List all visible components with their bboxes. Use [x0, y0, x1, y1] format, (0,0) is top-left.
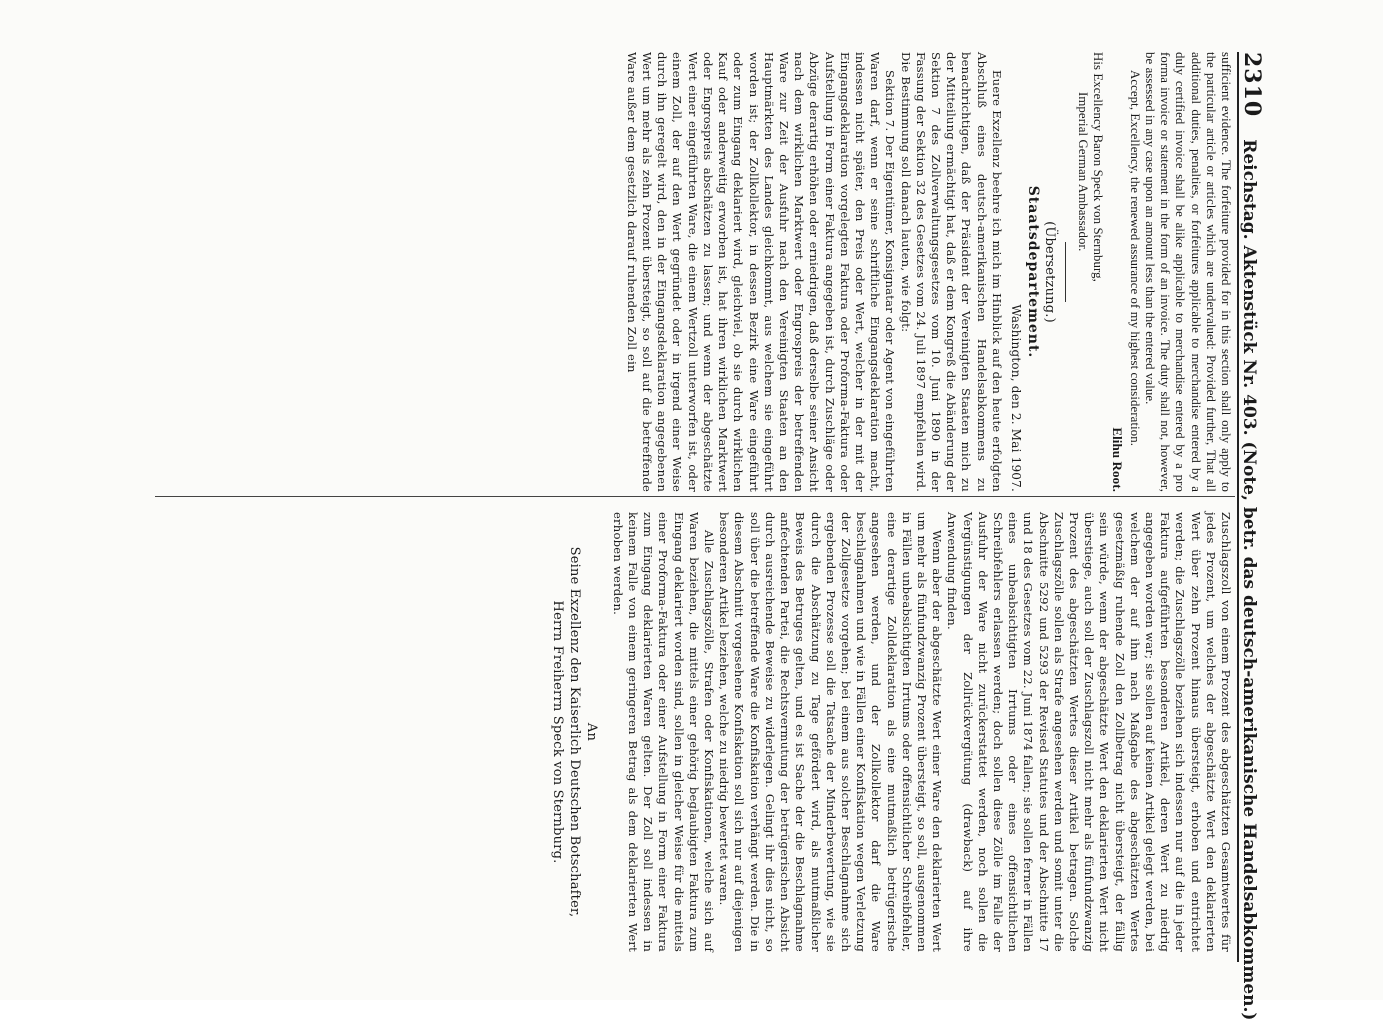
- german-paragraph: Euere Exzellenz beehre ich mich im Hinblick auf den heute erfolgten Abschluß eines deutsch-amerikanischen Handelsabkommens zu benachrichtigen, daß der Präsident der Vereinigten Staaten mich zu der Mitteilung ermächtigt hat, daß er dem Kongreß die Abänderung der Sektion 7 des Zollverwaltungsgesetzes vom 10. Juni 1890 in der Fassung der Sektion 32 des Gesetzes vom 24. Juli 1897 empfehlen wird. Die Bestimmung soll danach lauten, wie folgt:: [898, 52, 1004, 492]
- page-header: [1237, 52, 1275, 1020]
- english-paragraph: sufficient evidence. The forfeiture provided for in this section shall only apply to the particular article or articles which are undervalued: Provided further, That all additional duties, penalties, or forfeitures applicable to merchandise entered by a duly certified invoice shall be alike applicable to merchandise entered by a pro forma invoice or statement in the form of an invoice. The duty shall not, however, be assessed in any case upon an amount less than the entered value.: [1142, 52, 1233, 492]
- addressee-line-1: His Excellency Baron Speck von Sternburg,: [1091, 52, 1106, 282]
- signoff-line-3: Herrn Freiherrn Speck von Sternburg.: [549, 600, 565, 864]
- german-paragraph: Wenn aber der abgeschätzte Wert einer Ware den deklarierten Wert um mehr als fünfundzwanzig Prozent übersteigt, so soll, ausgenommen in Fällen unbeabsichtigten Irrtums oder offensichtlicher Schreibfehler, eine derartige Zolldeklaration als eine mutmaßlich betrügerische angesehen werden, und der Zollkollektor darf die Ware beschlagnahmen und wie in Fällen einer Konfiskation wegen Verletzung der Zollgesetze vorgehen; bei einem aus solcher Beschlagnahme sich ergebenden Prozesse soll die Tatsache der Minderbewertung, wie sie durch die Abschätzung zu Tage gefördert wird, als mutmaßlicher Beweis des Betruges gelten, und es ist Sache der die Beschlagnahme anfechtenden Partei, die Rechtsvermutung der betrügerischen Absicht durch ausreichende Beweise zu widerlegen. Gelingt ihr dies nicht, so soll über die betreffende Ware die Konfiskation verhängt werden. Die in diesem Abschnitt vorgesehene Konfiskation soll sich nur auf diejenigen besonderen Artikel beziehen, welche zu niedrig bewertet waren.: [717, 512, 945, 952]
- signoff: [549, 512, 600, 952]
- right-column: [549, 512, 1233, 952]
- running-title: Reichstag. Aktenstück Nr. 403. (Note, betr. das deutsch-amerikanische Handelsabkommen.): [1239, 139, 1259, 1020]
- column-divider: [155, 496, 1235, 497]
- german-paragraph: Sektion 7. Der Eigentümer, Konsignatar oder Agent von eingeführten Waren darf, wenn er seine schriftliche Eingangsdeklaration macht, indessen nicht später, den Preis oder Wert, welcher in der mit der Eingangsdeklaration vorgelegten Faktura oder Proforma-Faktura oder Aufstellung in Form einer Faktura angegeben ist, durch Zuschläge oder Abzüge derartig erhöhen oder erniedrigen, daß derselbe seiner Ansicht nach dem wirklichen Marktwert oder Engrospreis der betreffenden Ware zur Zeit der Ausfuhr nach den Vereinigten Staaten an den Hauptmärkten des Landes gleichkommt, aus welchem sie eingeführt worden ist; der Zollkollektor, in dessen Bezirk eine Ware eingeführt oder zum Eingang deklariert wird, gleichviel, ob sie durch wirklichen Kauf oder anderweitig erworben ist, hat ihren wirklichen Marktwert oder Engrospreis abschätzen zu lassen; und wenn der abgeschätzte Wert einer eingeführten Ware, die einem Wertzoll unterworfen ist, oder einem Zoll, der auf den Wert gegründet oder in irgend einer Weise durch ihn geregelt wird, den in der Eingangsdeklaration angegebenen Wert um mehr als zehn Prozent übersteigt, so soll auf die betreffende Ware außer dem gesetzlich darauf ruhenden Zoll ein: [624, 52, 898, 492]
- left-column: [624, 52, 1233, 492]
- closing-paragraph: Accept, Excellency, the renewed assurance of my highest consideration.: [1127, 70, 1142, 447]
- signoff-line-1: An: [583, 722, 599, 742]
- date-line: Washington, den 2. Mai 1907.: [1008, 304, 1023, 492]
- german-paragraph: Zuschlagszoll von einem Prozent des abgeschätzten Gesamtwertes für jedes Prozent, um welches der abgeschätzte Wert den deklarierten Wert über zehn Prozent hinaus übersteigt, erhoben und entrichtet werden; die Zuschlagszölle beziehen sich indessen nur auf die in jeder Faktura aufgeführten besonderen Artikel, deren Wert zu niedrig angegeben worden war; sie sollen auf keinen Artikel gelegt werden, bei welchem der auf ihm nach Maßgabe des abgeschätzten Wertes gesetzmäßig ruhende Zoll den Zollbetrag nicht übersteigt, der fällig sein würde, wenn der abgeschätzte Wert den deklarierten Wert nicht überstiege, auch soll der Zuschlagszoll nicht mehr als fünfundzwanzig Prozent des abgeschätzten Wertes dieser Artikel betragen. Solche Zuschlagszölle sollen als Strafe angesehen werden und somit unter die Abschnitte 5292 und 5293 der Revised Statutes und der Abschnitte 17 und 18 des Gesetzes vom 22. Juni 1874 fallen; sie sollen ferner in Fällen eines unbeabsichtigten Irrtums oder eines offensichtlichen Schreibfehlers erlassen werden; doch sollen diese Zölle im Falle der Ausfuhr der Ware nicht zurückerstattet werden, noch sollen die Vergünstigungen der Zollrückvergütung (drawback) auf ihre Anwendung finden.: [945, 512, 1233, 952]
- page-number: 2310: [1239, 52, 1265, 118]
- signoff-line-2: Seine Exzellenz den Kaiserlich Deutschen Botschafter,: [566, 546, 582, 918]
- department-heading: Staatsdepartement.: [1025, 185, 1042, 359]
- addressee-line-2: Imperial German Ambassador.: [1075, 92, 1090, 252]
- section-rule: [1065, 242, 1066, 302]
- signature: Elihu Root.: [1109, 427, 1125, 492]
- translation-note: (Übersetzung.): [1042, 221, 1058, 323]
- german-paragraph: Alle Zuschlagszölle, Strafen oder Konfiskationen, welche sich auf Waren beziehen, die mittels einer gehörig beglaubigten Faktura zum Eingang deklariert worden sind, sollen in gleicher Weise für die mittels einer Proforma-Faktura oder einer Aufstellung in Form einer Faktura zum Eingang deklarierten Waren gelten. Der Zoll soll indessen in keinem Falle von einem geringeren Betrag als dem deklarierten Wert erhoben werden.: [610, 512, 717, 952]
